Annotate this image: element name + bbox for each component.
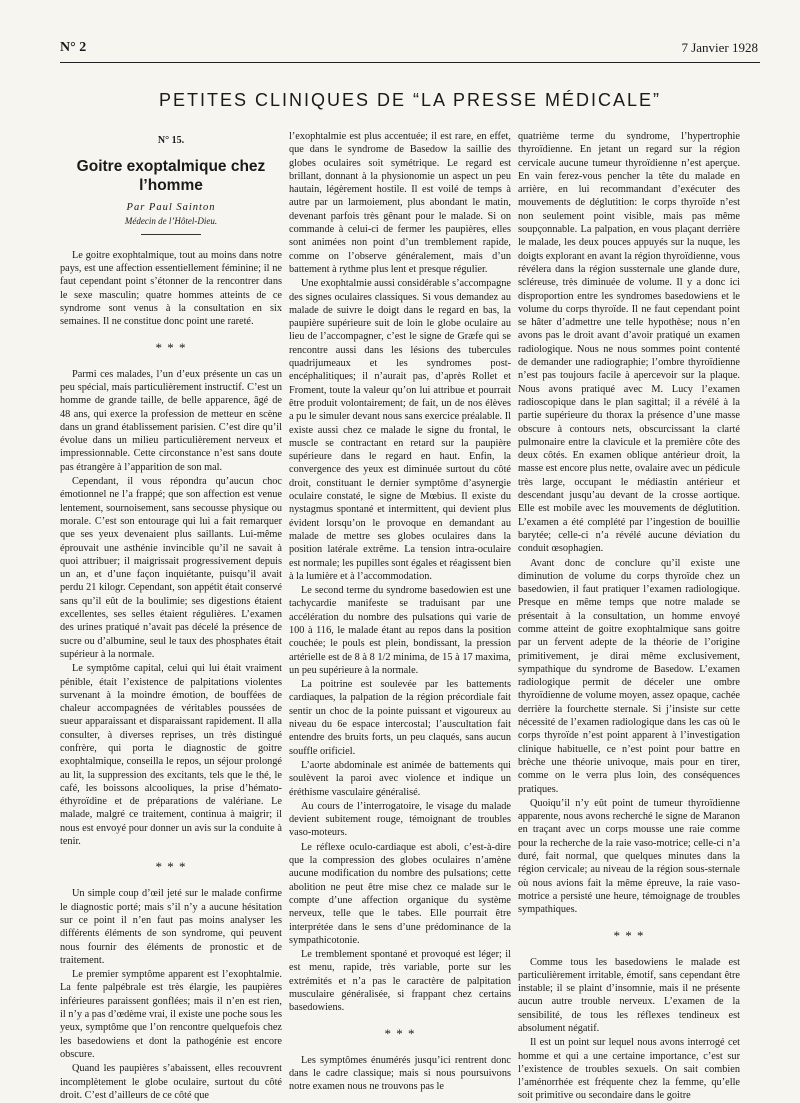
paragraph: quatrième terme du syndrome, l’hypertrophie thyroïdienne. En jetant un regard sur la région cervicale aucune tumeur thyroïdienne n’est aperçue. En vain ferez-vous pencher la tête du malade en arrière, en lui recommandant d’exécuter des mouvements de déglutition: le corps thyroïde n’est non seulement point visible, mais pas même soupçonnable. La palpation, en vous plaçant derrière le malade, les deux pouces appuyés sur la nuque, les doigts explorant en avant la région thyroïdienne, vous révélera dans la région sussternale une glande dure, scléreuse, très diminuée de volume. Il y a donc ici disproportion entre les syndromes basedowiens et le volume du corps thyroïde. Il ne faut cependant point se hâter d’admettre une telle hypothèse; nous n’en avons pas le droit avant d’avoir pratiqué un examen radiologique. Nous ne nous sommes point contenté de demander une radiographie; l’ombre thyroïdienne n’est pas toujours facile à apercevoir sur la plaque. Nous avons pratiqué avec M. Lucy l’examen radioscopique dans le plan sagittal; il a révélé à la partie supérieure du thorax la présence d’une masse obscure à contours nets, obscurcissant la clarté pulmonaire entre la clavicule et la première côte des deux côtés. En examen oblique antérieur droit, la masse est encore plus nette, ovalaire avec un pédicule très large, occupant le médiastin antérieur et descendant jusqu’au devant de la crosse aortique. Elle est mobile avec les mouvements de déglutition. L’examen a été complété par l’ingestion de bouillie barytée; celle-ci n’a révélé aucune déviation du conduit œsophagien. [518,131,740,555]
issue-number: N° 2 [60,40,87,55]
paragraph: Un simple coup d’œil jeté sur le malade confirme le diagnostic porté; mais s’il n’y a aucune hésitation sur ce point il n’en faut pas moins analyser les différents éléments de son syndrome, qui peuvent nous fournir des éléments de pronostic et de traitement. [60,888,282,966]
series-title: PETITES CLINIQUES DE “LA PRESSE MÉDICALE” [158,90,662,110]
issue-date: 7 Janvier 1928 [681,40,758,55]
paragraph: l’exophtalmie est plus accentuée; il est rare, en effet, que dans le syndrome de Basedow la saillie des globes oculaires soit symétrique. Le regard est brillant, donnant à la physionomie un aspect un peu hautain, légèrement hostile. Il est voilé de temps à autre par un larmoiement, plus abondant le matin, devenant parfois très gênant pour le malade. Si on commande à celui-ci de fermer les paupières, elles sont animées non point d’un tremblement rapide, comme on l’observe généralement, mais d’un battement à rythme plus lent et presque régulier. [289,131,511,275]
author-byline: Par Paul Sainton [126,202,216,214]
paragraph: Quoiqu’il n’y eût point de tumeur thyroïdienne apparente, nous avons recherché le signe de Maranon en traçant avec un corps mousse une raie comme pour la recherche de la raie vaso-motrice; celle-ci n’a duré, fait normal, que quelques minutes dans la région cervicale; au niveau de la région sous-sternale où nous avions fait la même épreuve, la raie vaso-motrice a persisté une heure, témoignage de troubles sympathiques. [518,797,740,916]
section-separator: * * * [613,927,645,943]
paragraph: Le goitre exophtalmique, tout au moins dans notre pays, est une affection essentiellement féminine; il ne faut cependant point s’étonner de la rencontrer dans le sexe masculin; quatre hommes atteints de ce syndrome sont venus à la consultation en six semaines. Il ne constitue donc point une rareté. [60,249,282,328]
section-separator: * * * [155,859,187,875]
column-3 [518,130,740,1103]
article-title: Goitre exoptalmique chez l’homme [76,158,266,195]
section-separator: * * * [384,1025,416,1041]
paragraph: Il est un point sur lequel nous avons interrogé cet homme et qui a une certaine importance, c’est sur l’existence de troubles sexuels. On sait combien l’aménorrhée est fréquente chez la femme, qu’elle soit primitive ou secondaire dans le goitre [518,1037,740,1102]
paragraph: Parmi ces malades, l’un d’eux présente un cas un peu spécial, mais particulièrement instructif. C’est un homme de grande taille, de belle apparence, âgé de 48 ans, qui exerce la profession de metteur en scène dans un grand établissement parisien. C’est dire qu’il évolue dans un milieu particulièrement nerveux et impressionnable. Cette circonstance n’est sans doute pas étrangère à l’apparition de son mal. [60,368,282,473]
paragraph: Quand les paupières s’abaissent, elles recouvrent incomplètement le globe oculaire, surtout du côté droit. C’est d’ailleurs de ce côté que [60,1063,282,1101]
article-number: N° 15. [157,135,185,146]
author-affiliation: Médecin de l’Hôtel-Dieu. [124,215,218,226]
column-2 [289,130,511,1093]
paragraph: Les symptômes énumérés jusqu’ici rentrent donc dans le cadre classique; mais si nous poursuivons notre examen nous ne trouvons pas le [289,1054,511,1093]
paragraph: Le symptôme capital, celui qui lui était vraiment pénible, était l’existence de palpitations violentes survenant à la moindre émotion, de bouffées de chaleur accompagnées de véritables poussées de sueur apparaissant et disparaissant rapidement. Il alla consulter, à diverses reprises, un très distingué confrère, qui porta le diagnostic de goitre exophtalmique, conseilla le repos, un séjour prolongé au lit, la suppression des excitants, tels que le thé, le café, les boissons alcooliques, la prise d’hémato-éthyroïdine et de préparations de valériane. Le malade, malgré ce traitement, continua à maigrir; il nous est envoyé pour donner un avis sur la conduite à tenir. [60,663,282,848]
paragraph: Le second terme du syndrome basedowien est une tachycardie manifeste se traduisant par une accélération du nombre des pulsations qui varie de 100 à 116, le malade étant au repos dans la position couchée; le pouls est plein, bondissant, la pression artérielle est de 8 à 8 1/2 minima, de 15 à 17 maxima, un peu supérieure à la normale. [289,585,511,676]
paragraph: Cependant, il vous répondra qu’aucun choc émotionnel ne l’a frappé; que son affection est venue lentement, sournoisement, sans secousse physique ou morale. C’est son entourage qui lui a fait remarquer que ses yeux devenaient plus saillants. Lui-même éprouvait une asthénie invincible qu’il ne savait à quoi attribuer; il maigrissait progressivement depuis un an, et d’une façon inquiétante, puisqu’il avait perdu 21 kilogr. Cependant, son appétit était conservé sans qu’il eût de la boulimie; ses digestions étaient excellentes, ses selles étaient régulières. L’examen des urines pratiqué n’avait pas décelé la présence de sucre ou d’albumine, seul le taux des phosphates était supérieur à la normale. [60,476,282,660]
paragraph: L’aorte abdominale est animée de battements qui soulèvent la paroi avec violence et indique un éréthisme vasculaire généralisé. [289,759,511,798]
paragraph: Le premier symptôme apparent est l’exophtalmie. La fente palpébrale est très élargie, les paupières inférieures paraissent gonflées; mais il n’en est rien, il n’y a pas d’œdème vrai, il existe une poche sous les yeux, symptôme que l’on rencontre quelquefois chez les basedowiens et dont la pathogénie est encore obscure. [60,969,282,1060]
header-rule [60,62,760,63]
paragraph: Au cours de l’interrogatoire, le visage du malade devient subitement rouge, témoignant de troubles vaso-moteurs. [289,800,511,839]
column-1 [60,130,282,1102]
section-separator: * * * [155,339,187,355]
paragraph: La poitrine est soulevée par les battements cardiaques, la palpation de la région précordiale fait sentir un choc de la pointe puissant et vigoureux au niveau du 6e espace intercostal; l’auscultation fait entendre des bruits forts, un peu claqués, sans aucun souffle orificiel. [289,679,511,757]
title-rule [141,234,201,235]
paragraph: Comme tous les basedowiens le malade est particulièrement irritable, émotif, sans cependant être instable; il se plaint d’insomnie, mais il ne présente aucun autre trouble nerveux. L’examen de la sensibilité, de tous les réflexes tendineux est absolument négatif. [518,956,740,1034]
paragraph: Le tremblement spontané et provoqué est léger; il est menu, rapide, très variable, porte sur les extrémités et n’a pas le caractère de palpitation musculaire généralisée, si frappant chez certains basedowiens. [289,949,511,1014]
paragraph: Le réflexe oculo-cardiaque est aboli, c’est-à-dire que la compression des globes oculaires n’amène aucune modification du nombre des pulsations; cette abolition ne peut être mise chez ce malade sur le compte d’une affection organique du système nerveux, telle que le tabes. Elle pourrait être interprétée dans le sens d’une prédominance de la sympathicotonie. [289,841,511,946]
paragraph: Une exophtalmie aussi considérable s’accompagne des signes oculaires classiques. Si vous demandez au malade de suivre le doigt dans le regard en bas, la paupière supérieure suit de loin le globe oculaire au lieu de l’accompagner, c’est le signe de Græfe qui se rencontre aussi dans les lésions des tubercules quadrijumeaux et les syndromes post-encéphalitiques; il n’aurait pas, d’après Rollet et Froment, toute la valeur qu’on lui attribue et pourrait être produit volontairement; de fait, un de nos élèves a pu le simuler devant nous sans exercice préalable. Il existe aussi chez ce malade le signe du frontal, le muscle se contractant en retard sur la paupière supérieure dans le regard en haut. Enfin, la convergence des yeux est diminuée surtout du côté droit, constituant le dernier symptôme d’asynergie oculaire constaté, le signe de Mœbius. Il existe du nystagmus spontané et intermittent, qui devient plus évident lorsqu’on le provoque en demandant au malade de mettre ses globes oculaires dans la position latérale extrême. La tension intra-oculaire est normale; les pupilles sont égales et réagissent bien à la lumière et à l’accommodation. [289,278,511,582]
paragraph: Avant donc de conclure qu’il existe une diminution de volume du corps thyroïde chez un basedowien, il faut pratiquer l’examen radiologique. Presque en même temps que notre malade se présentait à la consultation, un homme envoyé comme atteint de goitre exophtalmique sans goitre par un fervent adepte de la théorie de l’origine primitivement, je dirai même exclusivement, sympathique du syndrome de Basedow. L’examen radiologique permit de déceler une ombre thyroïdienne de volume moyen, assez opaque, cachée derrière la fourchette sternale. Si j’insiste sur cette nécessité de l’examen radiologique dans les cas où le corps thyroïde n’est point apparent à l’investigation clinique habituelle, ce n’est point pour battre en brèche une théorie univoque, mais pour en tirer, comme on le verra plus loin, des conséquences pratiques. [518,557,740,795]
